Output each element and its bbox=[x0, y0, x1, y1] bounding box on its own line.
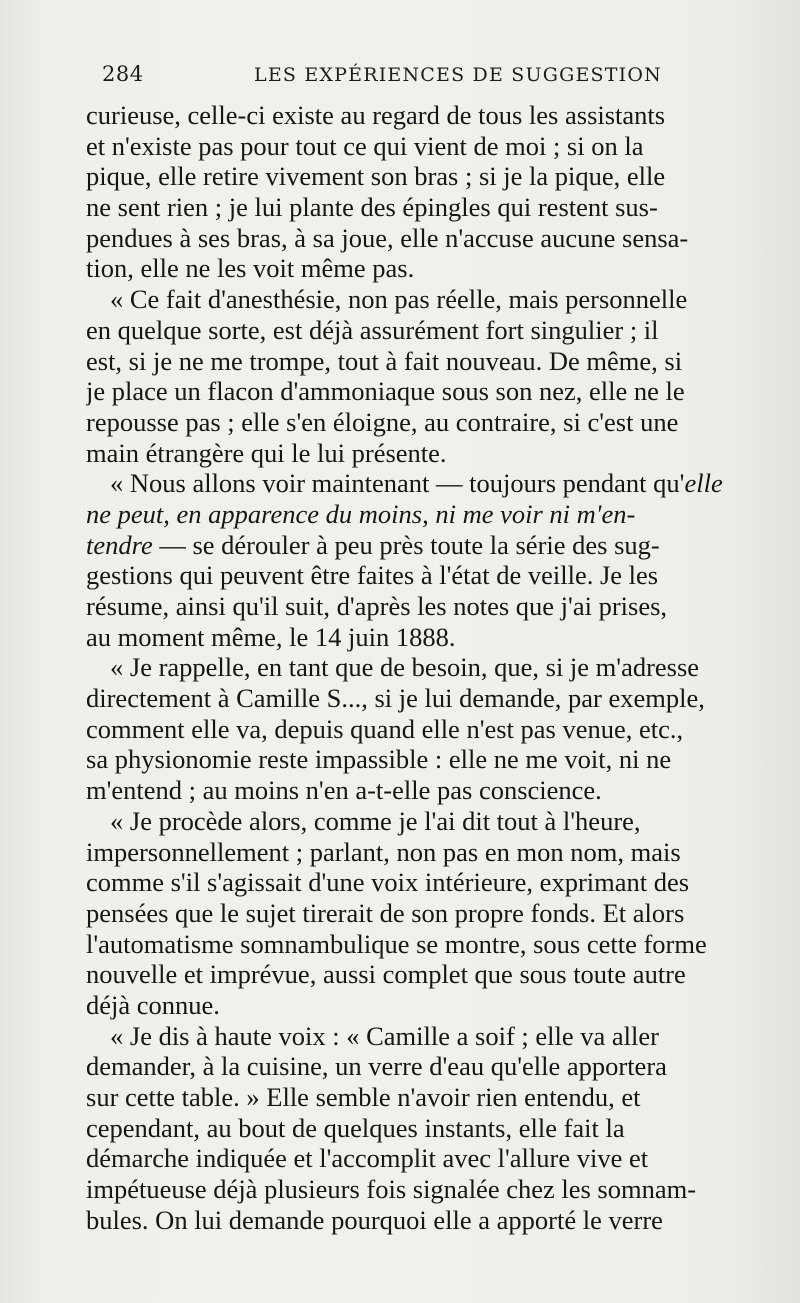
text-line: comme s'il s'agissait d'une voix intérieure, exprimant des bbox=[86, 867, 690, 898]
text-fragment: « Nous allons voir maintenant — toujours pendant qu'elle bbox=[110, 468, 723, 499]
page-number: 284 bbox=[102, 62, 144, 86]
text-line: tendre — se dérouler à peu près toute la série des sug- bbox=[86, 529, 660, 560]
text-line bbox=[86, 468, 762, 499]
text-line: tion, elle ne les voit même pas. bbox=[86, 253, 415, 284]
text-line: au moment même, le 14 juin 1888. bbox=[86, 621, 456, 652]
italic-text: elle bbox=[684, 468, 723, 499]
text-line: est, si je ne me trompe, tout à fait nouveau. De même, si bbox=[86, 345, 683, 376]
text-line: nouvelle et imprévue, aussi complet que sous toute autre bbox=[86, 959, 686, 990]
text-line: ne sent rien ; je lui plante des épingles qui restent sus- bbox=[86, 192, 658, 223]
text-line: déjà connue. bbox=[86, 989, 220, 1020]
text-line: sur cette table. » Elle semble n'avoir rien entendu, et bbox=[86, 1082, 641, 1112]
text-line: démarche indiquée et l'accomplit avec l'allure vive et bbox=[86, 1143, 649, 1174]
text-line: m'entend ; au moins n'en a-t-elle pas conscience. bbox=[86, 775, 602, 806]
text-line: « Je procède alors, comme je l'ai dit tout à l'heure, bbox=[110, 805, 641, 836]
text-line: l'automatisme somnambulique se montre, sous cette forme bbox=[86, 928, 707, 959]
text-line: et n'existe pas pour tout ce qui vient de moi ; si on la bbox=[86, 130, 644, 161]
text-line: sa physionomie reste impassible : elle ne me voit, ni ne bbox=[86, 744, 672, 775]
text-line: « Je rappelle, en tant que de besoin, que, si je m'adresse bbox=[110, 652, 700, 683]
text-line: je place un flacon d'ammoniaque sous son nez, elle ne le bbox=[86, 376, 685, 407]
text-line: directement à Camille S..., si je lui demande, par exemple, bbox=[86, 683, 705, 714]
text-line: comment elle va, depuis quand elle n'est pas venue, etc., bbox=[86, 713, 684, 744]
text-line: impétueuse déjà plusieurs fois signalée chez les somnam- bbox=[86, 1174, 697, 1205]
text-line: curieuse, celle-ci existe au regard de tous les assistants bbox=[86, 100, 666, 130]
text-line-italic bbox=[86, 499, 762, 530]
text-line: impersonnellement ; parlant, non pas en mon nom, mais bbox=[86, 836, 681, 867]
text-line: « Ce fait d'anesthésie, non pas réelle, mais personnelle bbox=[110, 284, 688, 315]
text-line: cependant, au bout de quelques instants, elle fait la bbox=[86, 1112, 625, 1143]
text-line: main étrangère qui le lui présente. bbox=[86, 437, 447, 468]
text-line: pendues à ses bras, à sa joue, elle n'accuse aucune sensa- bbox=[86, 222, 689, 253]
text-line: gestions qui peuvent être faites à l'état de veille. Je les bbox=[86, 560, 659, 591]
text-line: demander, à la cuisine, un verre d'eau qu'elle apportera bbox=[86, 1051, 667, 1082]
text-line: résume, ainsi qu'il suit, d'après les notes que j'ai prises, bbox=[86, 591, 668, 621]
text-line: repousse pas ; elle s'en éloigne, au contraire, si c'est une bbox=[86, 406, 679, 437]
text-line: bules. On lui demande pourquoi elle a apporté le verre bbox=[86, 1204, 663, 1235]
text-line: pensées que le sujet tirerait de son propre fonds. Et alors bbox=[86, 897, 685, 928]
text-line: pique, elle retire vivement son bras ; si je la pique, elle bbox=[86, 161, 666, 192]
body-text bbox=[86, 100, 762, 1235]
text-line: en quelque sorte, est déjà assurément fort singulier ; il bbox=[86, 314, 659, 345]
italic-text: tendre bbox=[86, 529, 153, 560]
running-head: LES EXPÉRIENCES DE SUGGESTION bbox=[254, 64, 662, 86]
text-line: « Je dis à haute voix : « Camille a soif ; elle va aller bbox=[110, 1020, 659, 1051]
italic-text: ne peut, en apparence du moins, ni me voir ni m'en- bbox=[86, 498, 636, 529]
page-header bbox=[102, 62, 762, 92]
